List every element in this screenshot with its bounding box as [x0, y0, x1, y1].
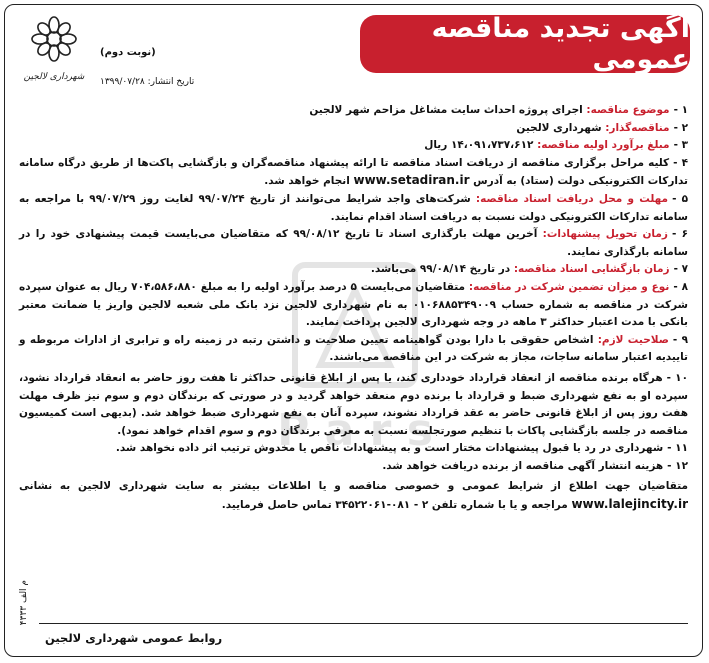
item-number: ۱ -: [673, 104, 688, 116]
publish-date: تاریخ انتشار: ۱۳۹۹/۰۷/۲۸: [100, 77, 195, 87]
item-4: [19, 155, 688, 191]
item-label: زمان بازگشایی اسناد مناقصه:: [513, 263, 670, 276]
item-text: آخرین مهلت بارگذاری اسناد تا تاریخ ۹۹/۰۸/۱۲ که متقاضیان می‌بایست قیمت پیشنهادی خود را در سامانه بارگذاری نمایند.: [19, 228, 688, 258]
closing-text: متقاضیان جهت اطلاع از شرایط عمومی و خصوصی مناقصه و یا اطلاعات بیشتر به سایت شهرداری لالجین به نشانی: [19, 480, 688, 493]
item-number: ۷ -: [673, 263, 688, 276]
item-label: مبلغ برآورد اولیه مناقصه:: [537, 139, 670, 152]
item-label: صلاحیت لازم:: [597, 333, 669, 346]
item-text: متقاضیان می‌بایست ۵ درصد برآورد اولیه را به مبلغ ۷۰۴،۵۸۶،۸۸۰ ریال به عنوان سپرده شرکت در مناقصه به شماره حساب ۰۱۰۶۸۸۵۳۴۹۰۰۹ به نام شهرداری لالجین نزد بانک ملی شعبه لالجین واریز یا ضمانت معتبر بانکی با مدت اعتبار حداکثر ۳ ماهه در وجه شهرداری لالجین پرداخت نمایند.: [19, 280, 689, 329]
item-2: [19, 120, 688, 138]
notice-frame: [4, 4, 703, 657]
item-label: زمان تحویل پیشنهادات:: [542, 228, 668, 241]
item-11: [19, 440, 688, 458]
notice-title: آگهی تجدید مناقصه عمومی: [360, 15, 690, 73]
item-text: اجرای پروژه احداث سایت مشاغل مزاحم شهر لالجین: [309, 104, 587, 116]
item-number: ۹ -: [672, 333, 688, 346]
item-3: [19, 137, 688, 155]
item-8: [19, 279, 688, 332]
svg-text:P a r s: P a r s: [277, 405, 433, 456]
item-number: ۲ -: [673, 121, 688, 134]
item-number: ۴ -: [673, 156, 689, 169]
item-label: مناقصه‌گذار:: [605, 121, 670, 134]
closing-text-tail: مراجعه و یا با شماره تلفن ۲ - ۰۸۱-۳۴۵۲۲۰۶۱ تماس حاصل فرمایید.: [221, 499, 572, 512]
notice-body: [19, 102, 688, 515]
item-number: ۳ -: [673, 139, 688, 152]
item-label: موضوع مناقصه:: [586, 104, 670, 116]
item-text-tail: انجام خواهد شد.: [264, 175, 354, 188]
item-text: کلیه مراحل برگزاری مناقصه از دریافت اسناد مناقصه تا ارائه پیشنهاد مناقصه‌گران و بازگشایی پاکت‌ها از طریق درگاه سامانه تدارکات الکترونیکی دولت (ستاد) به آدرس: [19, 156, 688, 188]
svg-text:شهرداری لالجین: شهرداری لالجین: [23, 72, 85, 82]
item-text: ۱۴،۰۹۱،۷۳۷،۶۱۲ ریال: [424, 139, 538, 152]
setad-link[interactable]: www.setadiran.ir: [353, 173, 470, 188]
item-number: ۱۲ -: [667, 459, 688, 472]
item-text: در تاریخ ۹۹/۰۸/۱۴ می‌باشد.: [370, 263, 514, 276]
item-text: اشخاص حقوقی با دارا بودن گواهینامه تعیین صلاحیت و داشتن رتبه در زمینه راه و ترابری از ادارات مربوطه و تاییدیه اعتبار سامانه ساجات، مجاز به شرکت در این مناقصه می‌باشند.: [19, 333, 688, 364]
item-1: [19, 102, 688, 120]
item-number: ۶ -: [671, 228, 689, 241]
item-text: هرگاه برنده مناقصه از انعقاد قرارداد خودداری کند، یا پس از ابلاغ قانونی حداکثر تا هفت روز حاضر به انعقاد قرارداد نشود، سپرده او به نفع شهرداری ضبط و قرارداد با برنده دوم منعقد خواهد گردید و در صورتی که برندگان دوم و سوم نیز ظرف مهلت هفت روز پس از ابلاغ قانونی حاضر به عقد قرارداد نشوند، سپرده آنان به نفع شهرداری ضبط خواهد شد. (بدیهی است کمیسیون مناقصه در جلسه بازگشایی پاکات با تنظیم صورتجلسه نسبت به معرفی برندگان دوم و سوم اقدام خواهد نمود).: [19, 371, 688, 437]
item-9: [19, 332, 688, 367]
item-number: ۱۱ -: [667, 442, 688, 455]
round-label: (نوبت دوم): [100, 47, 156, 58]
item-6: [19, 226, 688, 261]
item-7: [19, 261, 688, 279]
item-label: مهلت و محل دریافت اسناد مناقصه:: [475, 192, 669, 205]
footer-public-relations: روابط عمومی شهرداری لالجین: [45, 631, 223, 645]
item-10: [19, 370, 688, 440]
closing-paragraph: [19, 478, 688, 514]
item-number: ۸ -: [673, 280, 688, 293]
item-number: ۵ -: [672, 192, 689, 205]
item-text: شرکت‌های واجد شرایط می‌توانند از تاریخ ۹۹/۰۷/۲۴ لغایت روز ۹۹/۰۷/۲۹ با مراجعه به سامانه تدارکات الکترونیکی دولت نسبت به دریافت اسناد اقدام نمایند.: [19, 192, 688, 223]
lalejincity-link[interactable]: www.lalejincity.ir: [571, 497, 688, 512]
item-text: شهرداری در رد یا قبول پیشنهادات مختار است و به پیشنهادات ناقص یا مخدوش ترتیب اثر داده نخواهد شد.: [115, 442, 664, 455]
municipality-logo-icon: [19, 13, 89, 87]
item-5: [19, 191, 688, 226]
item-text: هزینه انتشار آگهی مناقصه از برنده دریافت خواهد شد.: [382, 459, 664, 472]
item-12: [19, 458, 688, 476]
footer-divider: [39, 623, 688, 624]
item-number: ۱۰ -: [666, 371, 688, 384]
ad-code: م الف ۴۳۳۳: [19, 580, 29, 626]
municipality-logo: [19, 13, 89, 87]
item-text: شهرداری لالجین: [516, 121, 606, 134]
item-label: نوع و میزان تضمین شرکت در مناقصه:: [468, 280, 670, 293]
